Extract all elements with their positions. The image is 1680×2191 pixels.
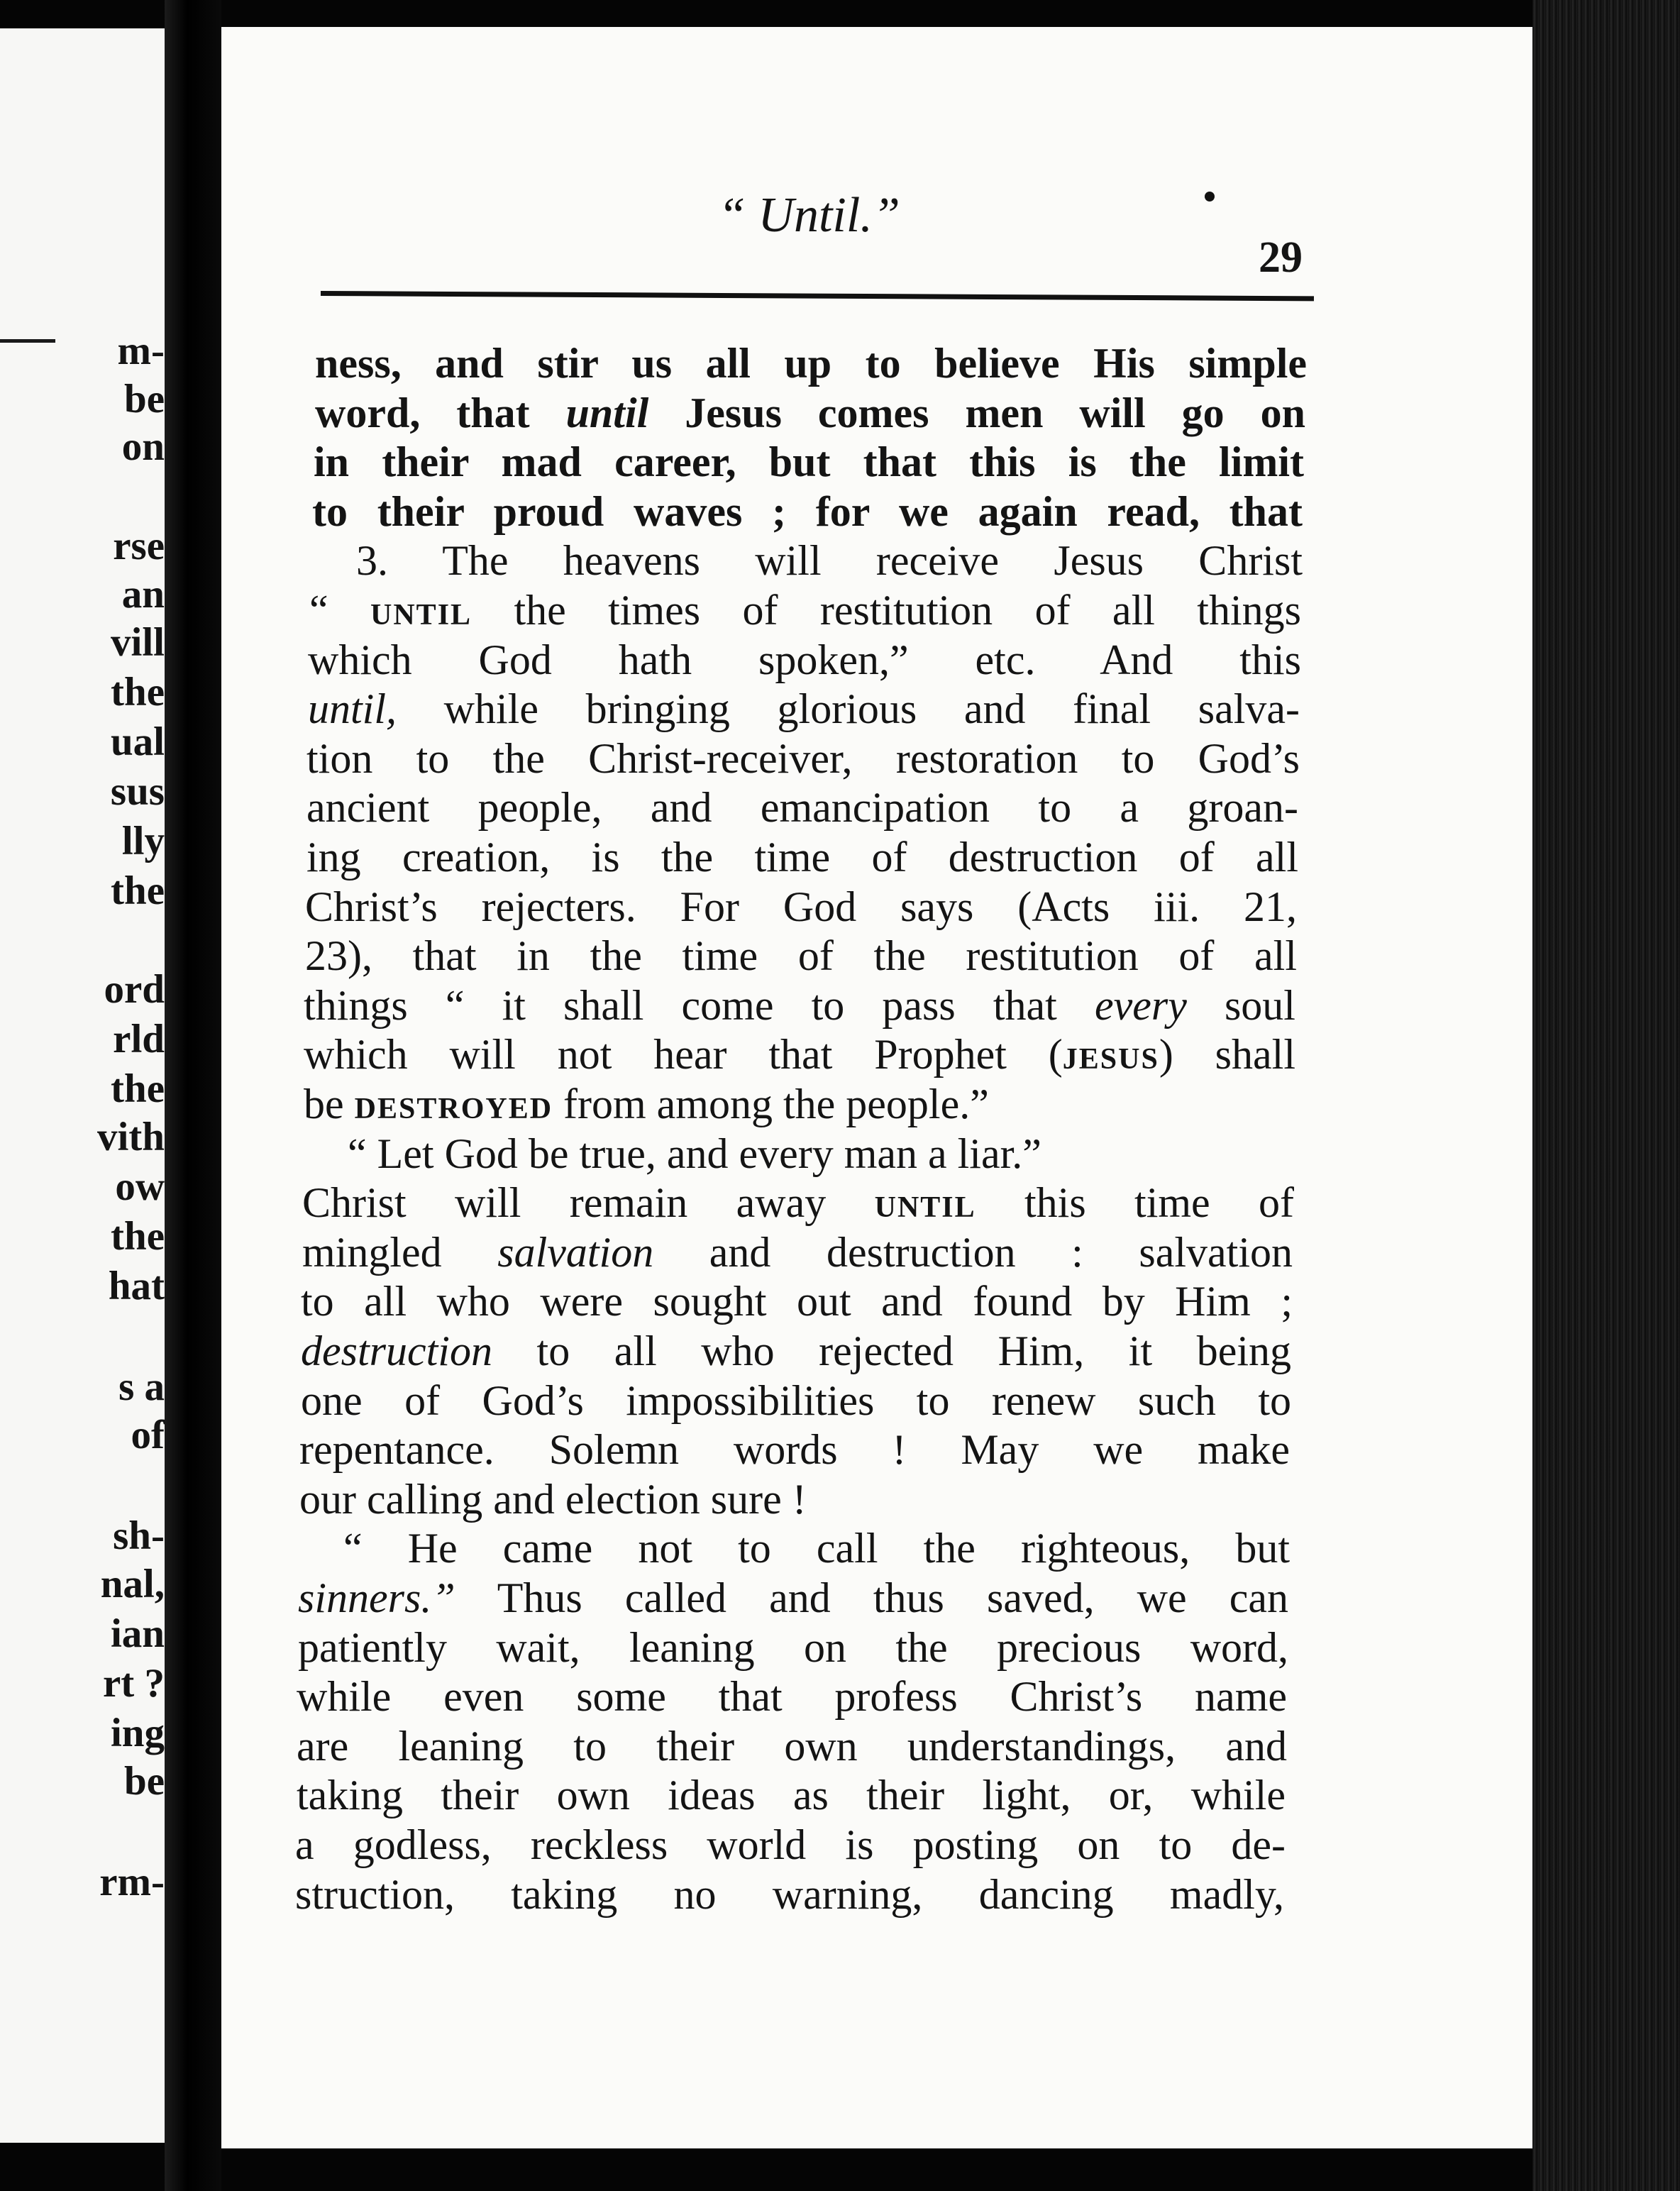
emphasis-word: salvation — [497, 1229, 654, 1276]
facing-page-line: rm- — [99, 1860, 165, 1904]
small-caps-word: jesus — [1062, 1031, 1159, 1078]
facing-page-line: hat — [108, 1264, 165, 1308]
running-head: “ Until.” — [718, 188, 900, 243]
text-line: be destroyed from among the people.” — [304, 1081, 989, 1127]
facing-page-line: rse — [113, 524, 165, 568]
book-gutter — [165, 0, 221, 2191]
facing-page-line: the — [111, 1066, 165, 1111]
facing-page-line: vill — [110, 620, 165, 665]
text-line: which will not hear that Prophet (jesus) shall — [304, 1031, 1295, 1078]
text-line: patiently wait, leaning on the precious word, — [298, 1624, 1288, 1671]
text-line: one of God’s impossibilities to renew such to — [301, 1377, 1291, 1424]
facing-page-line: the — [111, 868, 165, 913]
text-line: to their proud waves ; for we again read, that — [312, 488, 1303, 535]
facing-page-line: the — [111, 1214, 165, 1259]
emphasis-word: every — [1094, 982, 1187, 1029]
text-line: ness, and stir us all up to believe His simple — [315, 340, 1307, 387]
facing-page-line: ord — [104, 967, 165, 1012]
text-line: which God hath spoken,” etc. And this — [308, 636, 1301, 683]
facing-page-line: the — [111, 670, 165, 714]
facing-page-line: nal, — [100, 1562, 165, 1606]
page-edges — [1532, 0, 1680, 2191]
facing-page-line: rld — [113, 1017, 165, 1061]
emphasis-word: until, — [308, 685, 397, 732]
text-line: destruction to all who rejected Him, it being — [301, 1328, 1291, 1374]
emphasis-word: destruction — [301, 1328, 492, 1374]
body-text — [221, 27, 1532, 2148]
text-line: sinners.” Thus called and thus saved, we can — [298, 1574, 1288, 1621]
text-line: things “ it shall come to pass that every soul — [304, 982, 1295, 1029]
facing-page-line: vith — [96, 1115, 165, 1159]
text-line: 3. The heavens will receive Jesus Christ — [356, 537, 1303, 584]
text-line: mingled salvation and destruction : salvation — [302, 1229, 1293, 1276]
text-line: are leaning to their own understandings, and — [297, 1723, 1287, 1770]
text-line: our calling and election sure ! — [299, 1476, 807, 1523]
facing-page-line: be — [124, 1759, 165, 1804]
facing-page-line: lly — [121, 819, 165, 863]
small-caps-word: until — [370, 587, 472, 634]
text-line: ing creation, is the time of destruction of all — [306, 834, 1298, 881]
emphasis-word: sinners.” — [298, 1574, 455, 1621]
page-number: 29 — [1259, 233, 1303, 282]
facing-page-line: on — [121, 424, 165, 469]
facing-page-line: rt ? — [102, 1661, 165, 1706]
small-caps-word: until — [874, 1179, 976, 1226]
facing-page-line: m- — [117, 329, 165, 373]
text-line: ancient people, and emancipation to a groan- — [306, 784, 1298, 831]
small-caps-word: destroyed — [354, 1081, 553, 1127]
facing-page-fragment — [0, 28, 165, 2143]
text-line: “ He came not to call the righteous, but — [343, 1525, 1290, 1572]
text-line: to all who were sought out and found by Him ; — [301, 1278, 1293, 1325]
facing-page-line: ing — [110, 1711, 165, 1755]
facing-page-line: an — [121, 572, 165, 617]
text-line: repentance. Solemn words ! May we make — [299, 1426, 1290, 1473]
text-line: “ until the times of restitution of all things — [309, 587, 1301, 634]
facing-page-line: ual — [110, 719, 165, 764]
text-line: Christ’s rejecters. For God says (Acts iii. 21, — [305, 883, 1297, 930]
book-page — [221, 27, 1532, 2148]
facing-page-line: be — [124, 377, 165, 421]
text-line: in their mad career, but that this is the limit — [314, 438, 1304, 485]
facing-page-line: ow — [115, 1164, 165, 1209]
facing-page-line: sh- — [113, 1513, 165, 1558]
facing-page-line: s a — [118, 1364, 165, 1409]
text-line: struction, taking no warning, dancing madly, — [295, 1871, 1284, 1918]
text-line: word, that until Jesus comes men will go on — [315, 390, 1305, 436]
text-line: a godless, reckless world is posting on to de- — [295, 1821, 1286, 1868]
facing-page-line: ian — [110, 1611, 165, 1656]
facing-page-line: sus — [110, 769, 165, 814]
text-line: 23), that in the time of the restitution of all — [305, 932, 1297, 979]
emphasis-word: until — [565, 390, 649, 436]
facing-page-line: of — [131, 1413, 165, 1457]
text-line: while even some that profess Christ’s name — [297, 1673, 1287, 1720]
text-line: Christ will remain away until this time of — [302, 1179, 1295, 1226]
text-line: tion to the Christ-receiver, restoration to God’s — [306, 735, 1300, 782]
text-line: until, while bringing glorious and final salva- — [308, 685, 1300, 732]
text-line: “ Let God be true, and every man a liar.” — [348, 1130, 1041, 1177]
text-line: taking their own ideas as their light, or, while — [297, 1772, 1286, 1819]
